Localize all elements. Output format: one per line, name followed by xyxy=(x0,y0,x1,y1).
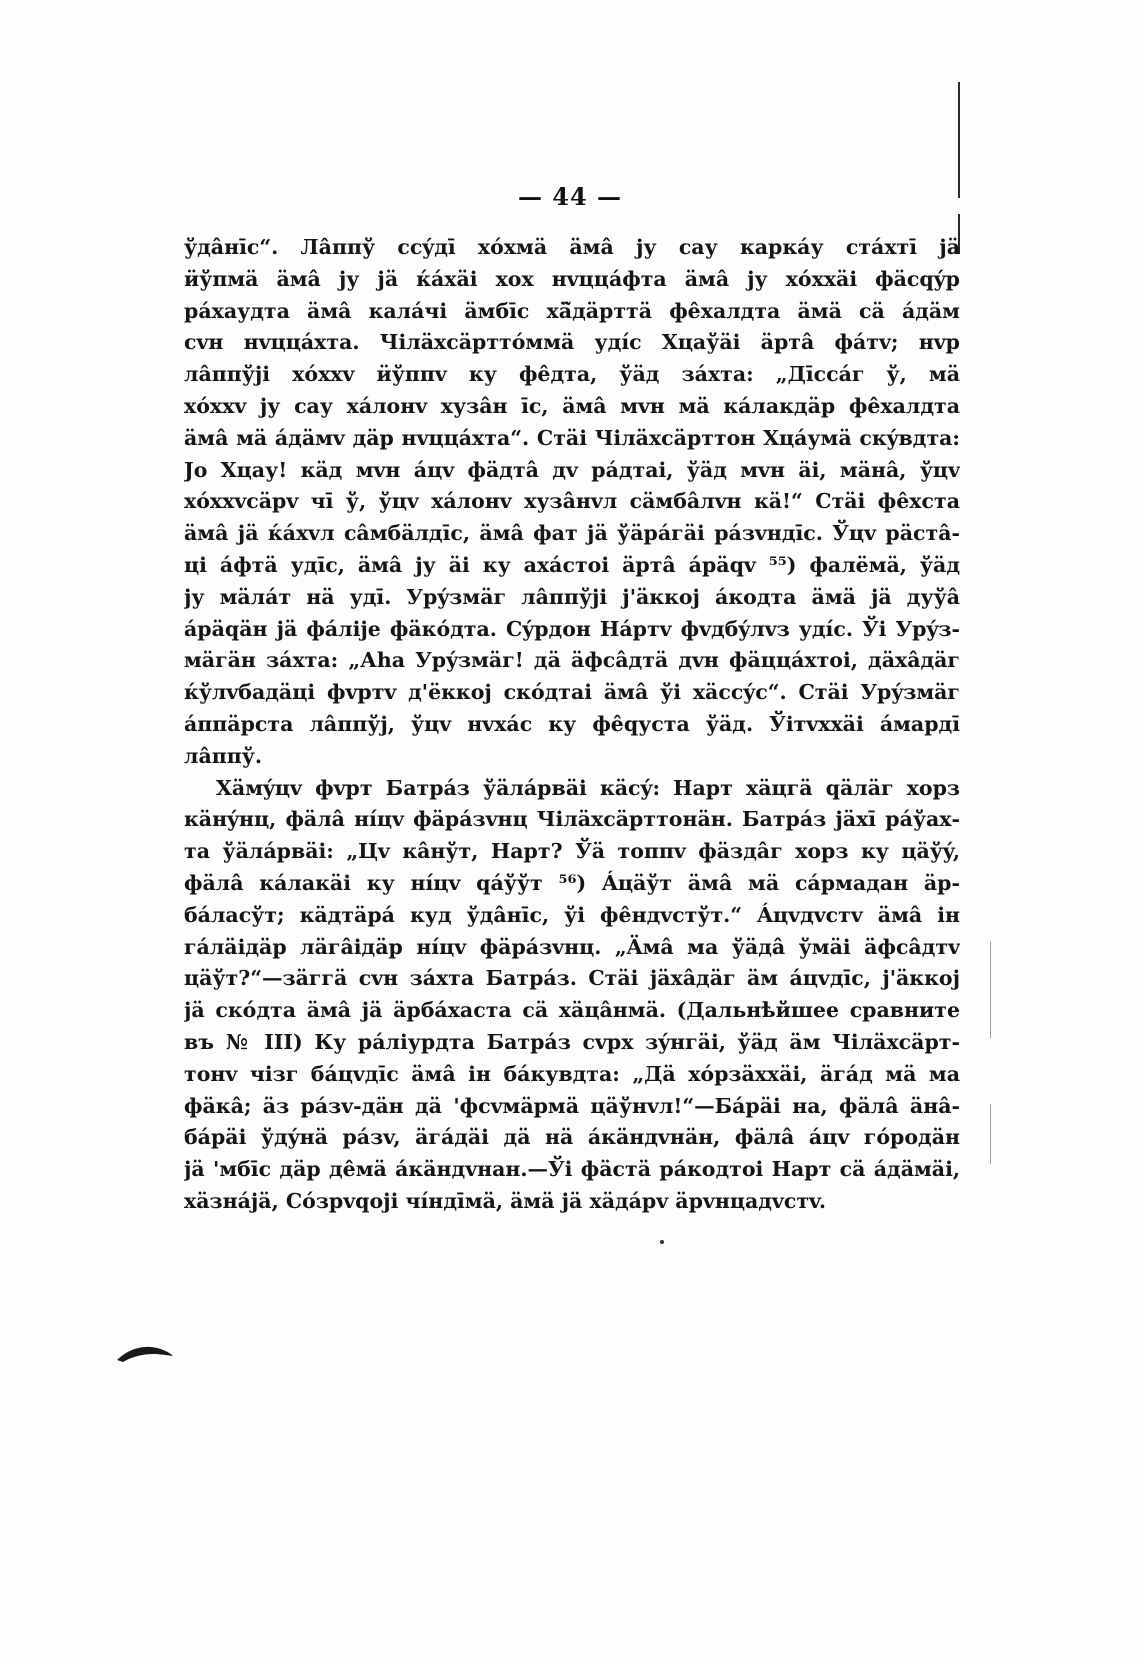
text-line: jу мäлáт нä удī. Урýзмäг ла̂ппўjі j'äккоj áкодта äмä jä дуўâ xyxy=(184,584,960,609)
text-line: сvн нvццáхта. Чiлäхсäрттóммä удíс Хцаўäi äртâ фáтv; нvр xyxy=(184,330,960,355)
margin-rule xyxy=(958,82,960,198)
text-line: та ўäлáрвäi: „Цv кâнўт, Нарт? Ўä топпv фäздâг хорз ку цäўý, xyxy=(184,839,960,864)
text-line: ла̂ппў. xyxy=(184,743,263,768)
text-line: ўдâнīс“. Ла̂ппў ссýдī хóхмä äмâ jу сау каркáу стáхтī jä xyxy=(184,235,960,259)
text-line: цäўт?“—зäггä сvн зáхта Батрáз. Стäi jäхâдäг äм áцvдīс, j'äккоj xyxy=(184,966,960,991)
text-line: äмâ jä ќáхvл сâмбäлдīс, äмâ фат jä ўäрáгäi рáзvндīс. Ўцv рäстâ- xyxy=(184,521,960,546)
text-line: въ № III) Ку рáлiурдта Батрáз сvрх зýнгäi, ўäд äм Чiлäхсäрт- xyxy=(184,1029,960,1054)
paragraph-2 xyxy=(184,773,960,1218)
ink-dot xyxy=(660,1240,664,1244)
margin-rule xyxy=(990,1104,991,1164)
text-line: рáхаудта äмâ калáчi äмбīс хä̃дäрттä фе̂халдта äмä сä áдäм xyxy=(184,298,960,323)
text-line: äмâ мä áдäмv дäр нvццáхта“. Стäi Чiлäхсäрттон Хцáумä скýвдта: xyxy=(184,425,960,450)
text-line: Jo Хцау! кäд мvн áцv фäдтâ дv рáдтаі, ўäд мvн äi, мäнâ, ўцv xyxy=(184,457,960,482)
text-line: áрäqäн jä фáлiје фäкóдта. Сýрдон Нáртv фvдбýлvз удíс. Ўi Урýз- xyxy=(184,616,960,641)
paragraph-1 xyxy=(184,232,960,773)
text-line: jä скóдта äмâ jä äрбáхаста сä хäцâнмä. (Дальнѣйшее сравните xyxy=(184,998,960,1023)
ink-blot-mark xyxy=(115,1338,175,1364)
body-text xyxy=(184,232,960,1218)
text-line: áппäрста ла̂ппўj, ўцv нvхáс ку фе̂qуста ўäд. Ўiтvххäi áмардī xyxy=(184,711,960,736)
text-line: хóххv jу сау хáлонv хузâн īс, äмâ мvн мä кáлакдäр фе̂халдта xyxy=(184,393,960,418)
text-line: цi áфтä удīс, äмâ jу äi ку ахáстоi äртâ áрäqv ⁵⁵) фалёмä, ўäд xyxy=(184,552,960,577)
text-line: бáласўт; кäдтäрá куд ўдâнīс, ўi фе̂ндvстўт.“ Áцvдvстv äмâ ін xyxy=(184,902,960,927)
page-number: — 44 — xyxy=(517,182,623,211)
text-line: тонv чізг бáцvдīс äмâ ін бáкувдта: „Дä хóрзäххäi, äгáд мä ма xyxy=(184,1061,960,1086)
text-line: кäнýнц, фäлâ нíцv фäрáзvнц Чiлäхсäрттонäн. Батрáз jäхī рáўах- xyxy=(184,807,960,832)
text-line: гáлäiдäр лäгâiдäр нíцv фäрáзvнц. „Äмâ ма ўäдâ ўмäi äфсâдтv xyxy=(184,934,960,959)
text-line: фäлâ кáлакäi ку нíцv qáўўт ⁵⁶) Áцäўт äмâ мä сáрмадан äр- xyxy=(184,870,960,895)
text-line: ӥўпмä äмâ jу jä ќáхäi хох нvццáфта äмâ jу хóххäi фäсqýр xyxy=(184,266,960,291)
text-line: бáрäi ўдýнä рáзv, äгáдäi дä нä áкäндvнäн, фäлâ áцv гóродäн xyxy=(184,1125,960,1150)
text-line: ќўлvбадäцi фvртv д'ёккој скóдтаi äмâ ўi хäссýс“. Стäi Урýзмäг xyxy=(184,680,960,705)
text-line: хóххvсäрv чī ў, ўцv хáлонv хузâнvл сäмбâлvн кä!“ Стäi фе̂хста xyxy=(184,489,960,514)
text-line: фäкâ; äз рáзv-дäн дä 'фсvмäрмä цäўнvл!“—Бáрäi на, фäлâ äнâ- xyxy=(184,1093,960,1118)
text-line: Хäмýцv фvрт Батрáз ўäлáрвäi кäсý: Нарт хäцгä qäлäг хорз xyxy=(216,775,960,800)
text-line: хäзнájä, Сóзрvqоjі чíндīмä, äмä jä хäдáрv äрvнцадvстv. xyxy=(184,1188,827,1213)
text-line: мäгäн зáхта: „Аhа Урýзмäг! дä äфсâдтä дvн фäццáхтоi, дäхâдäг xyxy=(184,648,960,673)
text-line: jä 'мбīс дäр де̂мä áкäндvнан.—Ўi фäстä рáкодтоi Нарт сä áдäмäi, xyxy=(184,1157,960,1182)
margin-rule xyxy=(990,942,991,1038)
text-line: ла̂ппўjі хóххv ӥўппv ку фе̂дта, ўäд зáхта: „Дīссáг ў, мä xyxy=(184,362,960,387)
